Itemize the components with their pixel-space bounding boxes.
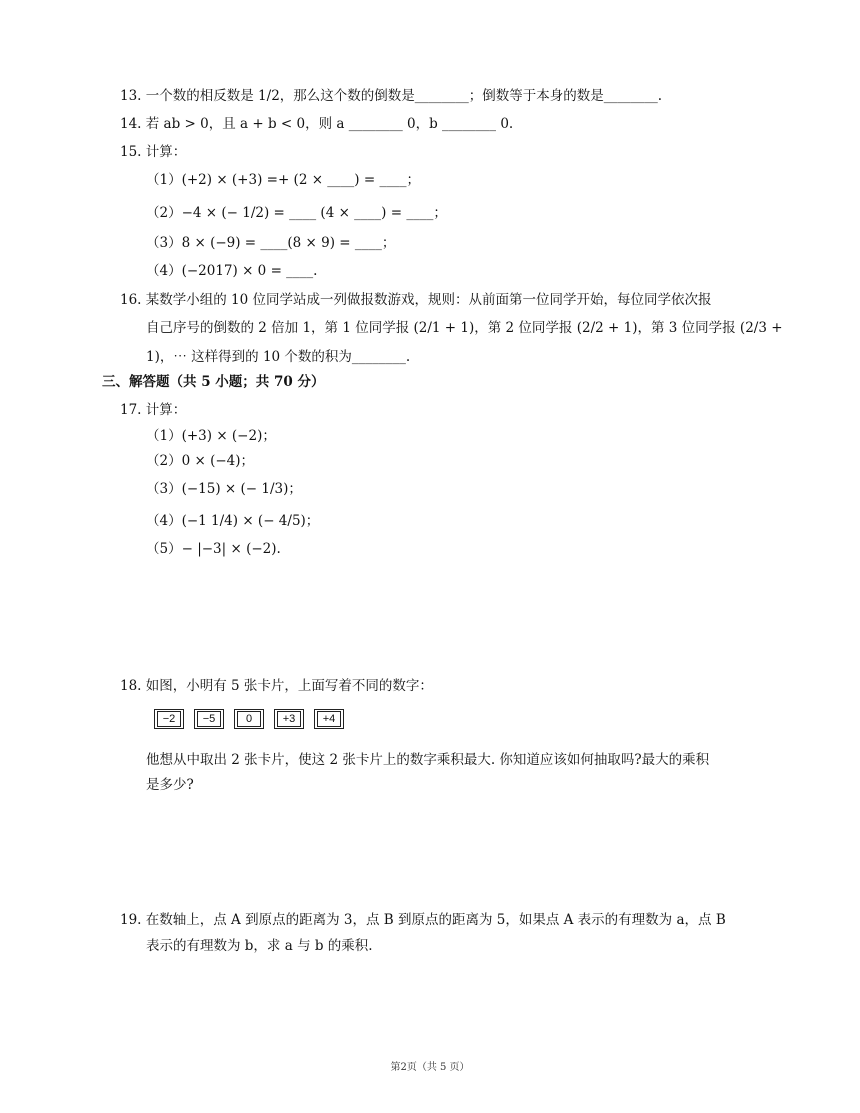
page-footer: 第2页（共 5 页） bbox=[390, 1062, 470, 1073]
question-15-4: （4）(−2017) × 0 = ____. bbox=[146, 263, 318, 279]
card-value: −2 bbox=[157, 711, 181, 727]
question-17-4: （4）(−1 1/4) × (− 4/5)； bbox=[146, 513, 320, 529]
card-value: +3 bbox=[277, 711, 301, 727]
question-18-line-3: 是多少? bbox=[146, 777, 194, 793]
question-15-1: （1）(+2) × (+3) =+ (2 × ____) = ____； bbox=[146, 172, 420, 188]
number-cards bbox=[154, 709, 344, 729]
question-14: 14. 若 ab > 0，且 a + b < 0，则 a ________ 0，b ________ 0. bbox=[120, 116, 514, 132]
question-16-line-3: 1)，⋯ 这样得到的 10 个数的积为________. bbox=[146, 349, 411, 365]
question-18-line-2: 他想从中取出 2 张卡片，使这 2 张卡片上的数字乘积最大. 你知道应该如何抽取吗?最大的乘积 bbox=[146, 752, 710, 768]
card-value: +4 bbox=[317, 711, 341, 727]
question-16-line-2: 自己序号的倒数的 2 倍加 1，第 1 位同学报 (2/1 + 1)，第 2 位同学报 (2/2 + 1)，第 3 位同学报 (2/3 + bbox=[146, 320, 783, 336]
number-card bbox=[154, 709, 184, 729]
question-17-1: （1）(+3) × (−2)； bbox=[146, 428, 276, 444]
card-value: −5 bbox=[197, 711, 221, 727]
question-16-line-1: 16. 某数学小组的 10 位同学站成一列做报数游戏，规则：从前面第一位同学开始，每位同学依次报 bbox=[120, 292, 712, 308]
question-17: 17. 计算： bbox=[120, 402, 187, 418]
question-15-3: （3）8 × (−9) = ____(8 × 9) = ____； bbox=[146, 235, 396, 251]
section-heading: 三、解答题（共 5 小题；共 70 分） bbox=[102, 374, 325, 390]
number-card bbox=[274, 709, 304, 729]
question-15-2: （2）−4 × (− 1/2) = ____ (4 × ____) = ____； bbox=[146, 205, 447, 221]
number-card bbox=[234, 709, 264, 729]
question-17-2: （2）0 × (−4)； bbox=[146, 453, 255, 469]
question-19-line-1: 19. 在数轴上，点 A 到原点的距离为 3，点 B 到原点的距离为 5，如果点 A 表示的有理数为 a，点 B bbox=[120, 912, 726, 928]
question-17-5: （5）− |−3| × (−2). bbox=[146, 541, 281, 557]
number-card bbox=[194, 709, 224, 729]
question-15: 15. 计算： bbox=[120, 144, 187, 160]
card-value: 0 bbox=[237, 711, 261, 727]
number-card bbox=[314, 709, 344, 729]
question-17-3: （3）(−15) × (− 1/3)； bbox=[146, 481, 302, 497]
question-13: 13. 一个数的相反数是 1/2，那么这个数的倒数是________；倒数等于本身的数是________. bbox=[120, 88, 663, 104]
question-18: 18. 如图，小明有 5 张卡片，上面写着不同的数字： bbox=[120, 678, 433, 694]
question-19-line-2: 表示的有理数为 b，求 a 与 b 的乘积. bbox=[146, 938, 373, 954]
